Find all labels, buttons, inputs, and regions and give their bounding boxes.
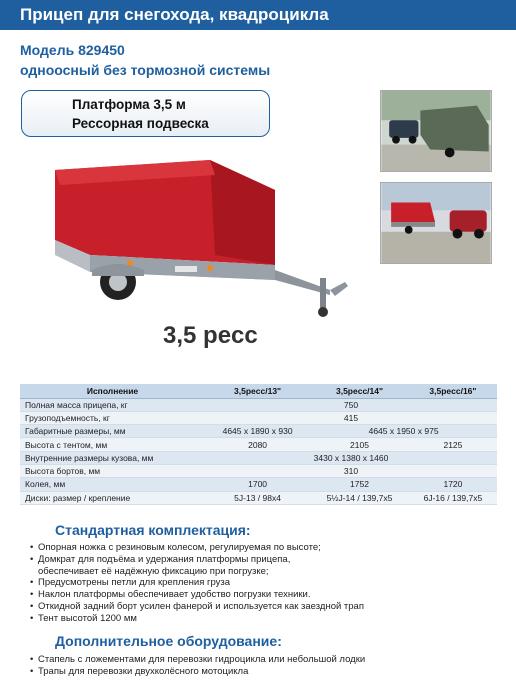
optional-equipment-title: Дополнительное оборудование: [55, 633, 282, 649]
row-label: Габаритные размеры, мм [20, 425, 205, 438]
table-row [20, 398, 497, 411]
row-value: 3430 х 1380 х 1460 [205, 451, 497, 464]
row-value: 1700 [205, 478, 310, 491]
row-value: 2080 [205, 438, 310, 451]
table-row [20, 464, 497, 477]
row-label: Высота бортов, мм [20, 464, 205, 477]
row-label: Внутренние размеры кузова, мм [20, 451, 205, 464]
row-value: 1720 [409, 478, 497, 491]
model-caption: 3,5 pecc [163, 322, 258, 349]
table-header-13: 3,5рecc/13" [205, 384, 310, 398]
row-value: 4645 х 1890 х 930 [205, 425, 310, 438]
trailer-main-photo [30, 150, 360, 330]
feature-suspension: Рессорная подвеска [72, 116, 209, 131]
optional-equipment-list [30, 654, 480, 678]
row-value: 5J-13 / 98х4 [205, 491, 310, 504]
row-label: Колея, мм [20, 478, 205, 491]
list-item-continuation: обеспечивает её надёжную фиксацию при погрузке; [38, 565, 269, 577]
row-value: 5½J-14 / 139,7х5 [310, 491, 409, 504]
row-value: 415 [205, 411, 497, 424]
feature-box [21, 90, 270, 137]
list-item: • Наклон платформы обеспечивает удобство погрузки техники. [30, 589, 480, 601]
list-item: • Стапель с ложементами для перевозки гидроцикла или небольшой лодки [30, 654, 480, 666]
list-item: • Предусмотрены петли для крепления груза [30, 577, 480, 589]
row-label: Полная масса прицепа, кг [20, 398, 205, 411]
trailer-photo-top [380, 90, 492, 172]
table-row [20, 425, 497, 438]
row-label: Высота с тентом, мм [20, 438, 205, 451]
table-row [20, 491, 497, 504]
table-header-variant: Исполнение [20, 384, 205, 398]
row-value: 750 [205, 398, 497, 411]
list-item: • Трапы для перевозки двухколёсного мотоцикла [30, 666, 480, 678]
header-bar [0, 0, 516, 30]
list-item: • Откидной задний борт усилен фанерой и используется как заездной трап [30, 601, 480, 613]
list-item: • Опорная ножка с резиновым колесом, регулируемая по высоте; [30, 542, 480, 554]
standard-equipment-list [30, 542, 480, 625]
list-item: • Тент высотой 1200 мм [30, 613, 480, 625]
row-value: 2105 [310, 438, 409, 451]
spec-table [20, 384, 497, 505]
table-row [20, 438, 497, 451]
table-header-16: 3,5рecc/16" [409, 384, 497, 398]
page-title: Прицеп для снегохода, квадроцикла [20, 5, 329, 24]
row-value: 2125 [409, 438, 497, 451]
feature-platform: Платформа 3,5 м [72, 97, 186, 112]
row-value: 4645 х 1950 х 975 [310, 425, 497, 438]
row-label: Диски: размер / крепление [20, 491, 205, 504]
row-value: 1752 [310, 478, 409, 491]
table-header-14: 3,5рecc/14" [310, 384, 409, 398]
spec-table-header [20, 384, 497, 398]
row-value: 6J-16 / 139,7х5 [409, 491, 497, 504]
row-label: Грузоподъемность, кг [20, 411, 205, 424]
row-value: 310 [205, 464, 497, 477]
table-row [20, 478, 497, 491]
model-subtitle: одноосный без тормозной системы [20, 62, 271, 78]
table-row [20, 451, 497, 464]
trailer-photo-bottom [380, 182, 492, 264]
list-item: • Домкрат для подъёма и удержания платформы прицепа, [30, 554, 480, 566]
table-row [20, 411, 497, 424]
model-number: Модель 829450 [20, 42, 125, 58]
standard-equipment-title: Стандартная комплектация: [55, 522, 251, 538]
